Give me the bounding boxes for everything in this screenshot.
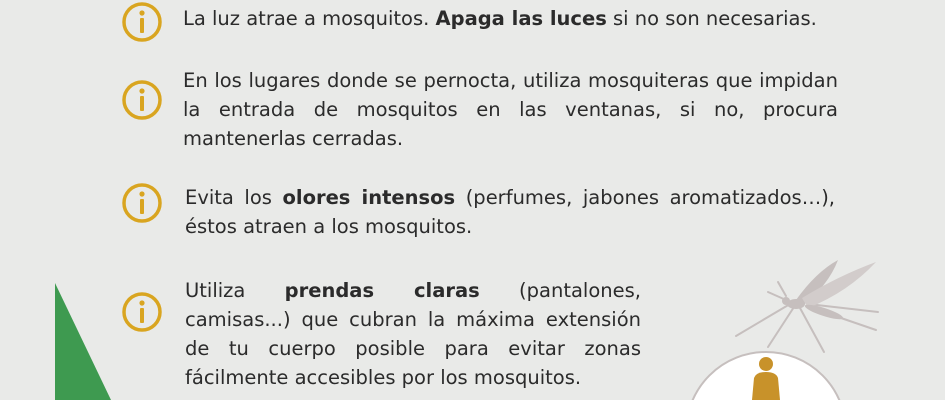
person-silhouette-icon xyxy=(690,350,850,400)
mosquito-icon xyxy=(728,252,888,362)
tip-text-3: Evita los olores intensos (perfumes, jabones aromatizados…), éstos atraen a los mosquitos. xyxy=(185,186,835,238)
info-icon xyxy=(120,78,164,122)
tip-text-1: La luz atrae a mosquitos. Apaga las luces si no son necesarias. xyxy=(183,7,817,30)
info-icon xyxy=(120,290,164,334)
info-icon xyxy=(120,181,164,225)
tip-text-2: En los lugares donde se pernocta, utiliza mosquiteras que impidan la entrada de mosquitos en las ventanas, si no, procura mantenerlas cerradas. xyxy=(183,69,838,150)
info-icon xyxy=(120,0,164,44)
tip-text-4: Utiliza prendas claras (pantalones, camisas...) que cubran la máxima extensión de tu cuerpo posible para evitar zonas fácilmente accesibles por los mosquitos. xyxy=(185,279,641,389)
